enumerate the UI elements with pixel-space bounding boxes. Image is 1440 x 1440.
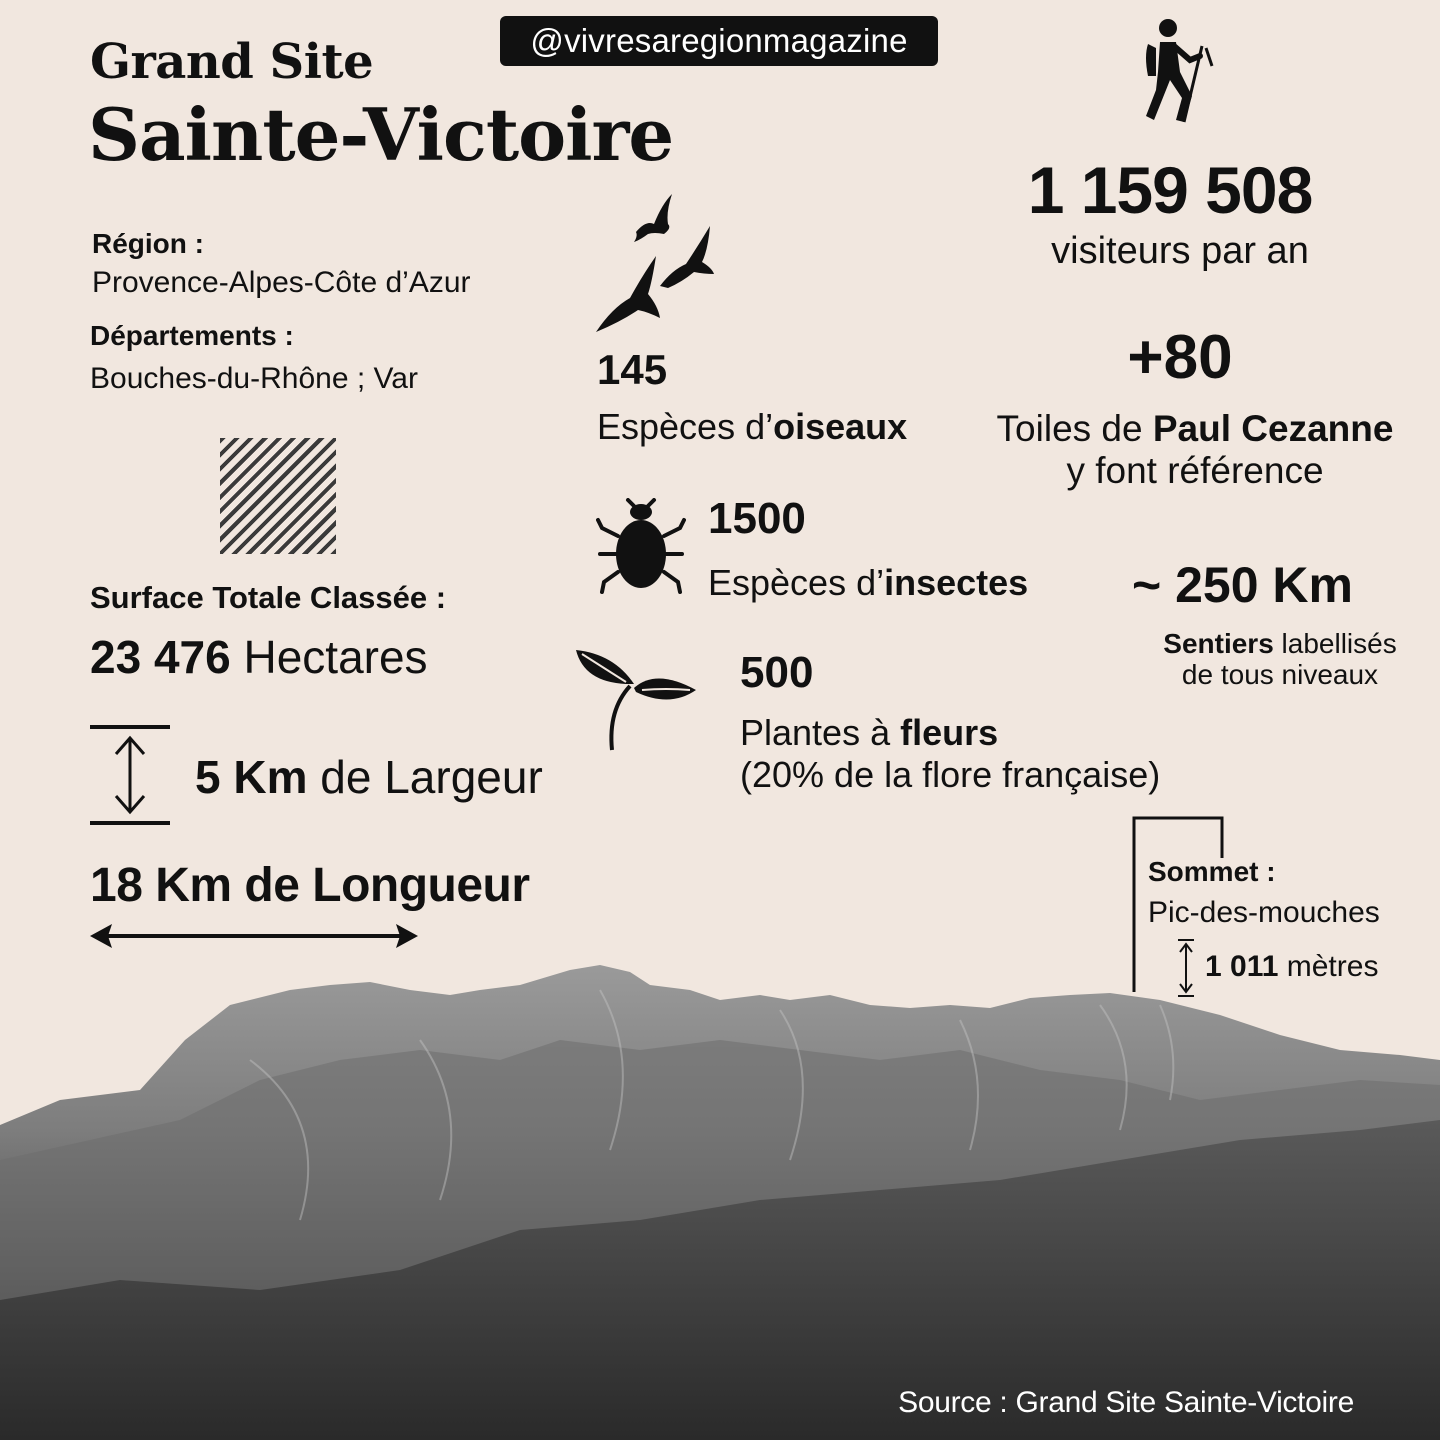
magazine-handle-badge[interactable]: @vivresaregionmagazine <box>500 16 938 66</box>
surface-value <box>90 630 428 684</box>
summit-altitude <box>1205 950 1378 984</box>
paintings-pre: Toiles de <box>996 408 1153 449</box>
horizontal-arrow-icon <box>88 922 420 950</box>
departements-value: Bouches-du-Rhône ; Var <box>90 362 418 395</box>
visitors-number: 1 159 508 <box>1027 153 1313 227</box>
width-number: 5 Km <box>195 751 308 803</box>
birds-bold: oiseaux <box>773 406 908 447</box>
beetle-icon <box>596 498 686 594</box>
paintings-painter: Paul Cezanne <box>1152 408 1394 449</box>
departements-label: Départements : <box>90 320 294 351</box>
summit-name: Pic-des-mouches <box>1148 896 1380 929</box>
hatch-area-icon <box>220 438 336 554</box>
insects-bold: insectes <box>884 562 1029 603</box>
birds-label <box>597 406 907 448</box>
birds-number: 145 <box>597 346 668 393</box>
insects-pre: Espèces d’ <box>708 562 885 603</box>
paintings-line2: y font référence <box>1066 450 1324 491</box>
summit-altitude-unit: mètres <box>1278 950 1379 983</box>
visitors-label: visiteurs par an <box>1051 230 1309 272</box>
trails-number: ~ 250 Km <box>1132 557 1353 613</box>
hiker-icon <box>1140 16 1216 124</box>
plants-label <box>740 712 1160 796</box>
surface-label: Surface Totale Classée : <box>90 580 447 615</box>
trails-rest: labellisés <box>1273 628 1397 659</box>
paintings-number: +80 <box>1127 323 1233 392</box>
vertical-arrow-icon <box>88 722 174 828</box>
surface-unit: Hectares <box>230 631 428 683</box>
plants-pre: Plantes à <box>740 712 901 753</box>
altitude-arrow-icon <box>1174 938 1198 998</box>
summit-label: Sommet : <box>1148 856 1276 887</box>
length-stat: 18 Km de Longueur <box>90 859 530 912</box>
plants-bold: fleurs <box>900 712 999 753</box>
title-line-1: Grand Site <box>90 34 374 90</box>
sprout-icon <box>574 644 700 752</box>
width-stat <box>195 750 543 804</box>
plants-line2: (20% de la flore française) <box>740 754 1161 795</box>
page-title: Sainte-Victoire <box>88 92 674 177</box>
plants-number: 500 <box>740 648 814 697</box>
birds-pre: Espèces d’ <box>597 406 774 447</box>
trails-line2: de tous niveaux <box>1181 659 1379 690</box>
paintings-label <box>975 408 1415 492</box>
source-credit: Source : Grand Site Sainte-Victoire <box>898 1386 1354 1419</box>
insects-label <box>708 562 1028 604</box>
summit-altitude-number: 1 011 <box>1205 950 1279 983</box>
trails-bold: Sentiers <box>1163 628 1274 659</box>
region-value: Provence-Alpes-Côte d’Azur <box>92 266 471 299</box>
region-label: Région : <box>92 228 204 259</box>
trails-label <box>1140 628 1420 690</box>
width-label: de Largeur <box>307 751 543 803</box>
insects-number: 1500 <box>708 494 806 543</box>
birds-icon <box>594 190 718 336</box>
surface-number: 23 476 <box>90 631 231 683</box>
